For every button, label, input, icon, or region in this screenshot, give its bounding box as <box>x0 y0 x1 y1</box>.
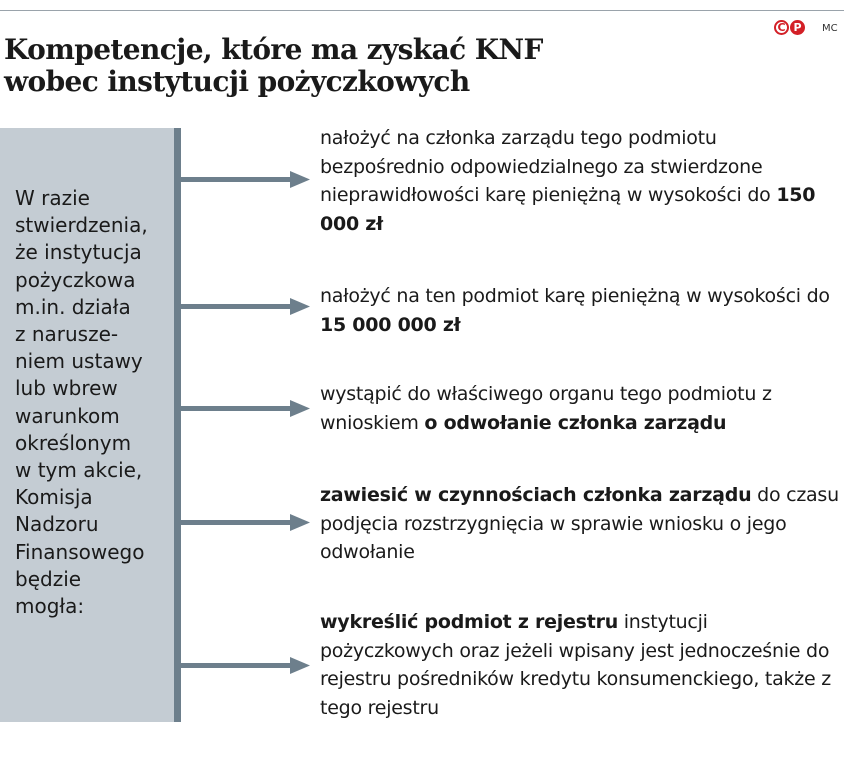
measure-1-text: nałożyć na członka zarządu tego podmiotu bezpośrednio odpowiedzialnego za stwierdzone nieprawidłowości karę pieniężną w wysokości do <box>320 127 777 206</box>
measure-item-4 <box>320 481 844 567</box>
measure-3-emphasis: o odwołanie członka zarządu <box>424 411 727 434</box>
measure-1-amount: 150 000 zł <box>320 184 816 235</box>
arrow-5-icon <box>180 657 310 674</box>
logo-p-icon: P <box>790 20 805 35</box>
measure-4-rest: do czasu podjęcia rozstrzygnięcia w sprawie wniosku o jego odwołanie <box>320 484 839 563</box>
measure-item-3 <box>320 380 844 437</box>
arrow-4-icon <box>180 514 310 531</box>
measure-4-emphasis: zawiesić w czynnościach członka zarządu <box>320 484 752 506</box>
measure-5-emphasis: wykreślić podmiot z rejestru <box>320 611 618 633</box>
measure-2-amount: 15 000 000 zł <box>320 313 461 336</box>
measure-5-rest: instytucji pożyczkowych oraz jeżeli wpisany jest jednocześnie do rejestru pośredników kredytu konsumenckiego, także z tego rejestru <box>320 611 831 719</box>
measure-item-5 <box>320 608 844 722</box>
measure-3-text: wystąpić do właściwego organu tego podmiotu z wnioskiem <box>320 383 772 434</box>
measure-item-1 <box>320 124 844 238</box>
arrow-3-icon <box>180 400 310 417</box>
logo-c-icon: C <box>774 20 789 35</box>
condition-text: W razie stwierdzenia, że instytucja pożyczkowa m.in. działa z narusze- niem ustawy lub wbrew warunkom określonym w tym akcie, Komisja Nadzoru Finansowego będzie mogła: <box>15 186 148 619</box>
arrow-1-icon <box>180 171 310 188</box>
measure-2-text: nałożyć na ten podmiot karę pieniężną w wysokości do <box>320 285 830 307</box>
title-line-2: wobec instytucji pożyczkowych <box>4 65 470 98</box>
measure-item-2 <box>320 282 844 339</box>
title-line-1: Kompetencje, które ma zyskać KNF <box>4 33 543 66</box>
author-initials: MC <box>822 23 838 34</box>
arrow-2-icon <box>180 298 310 315</box>
